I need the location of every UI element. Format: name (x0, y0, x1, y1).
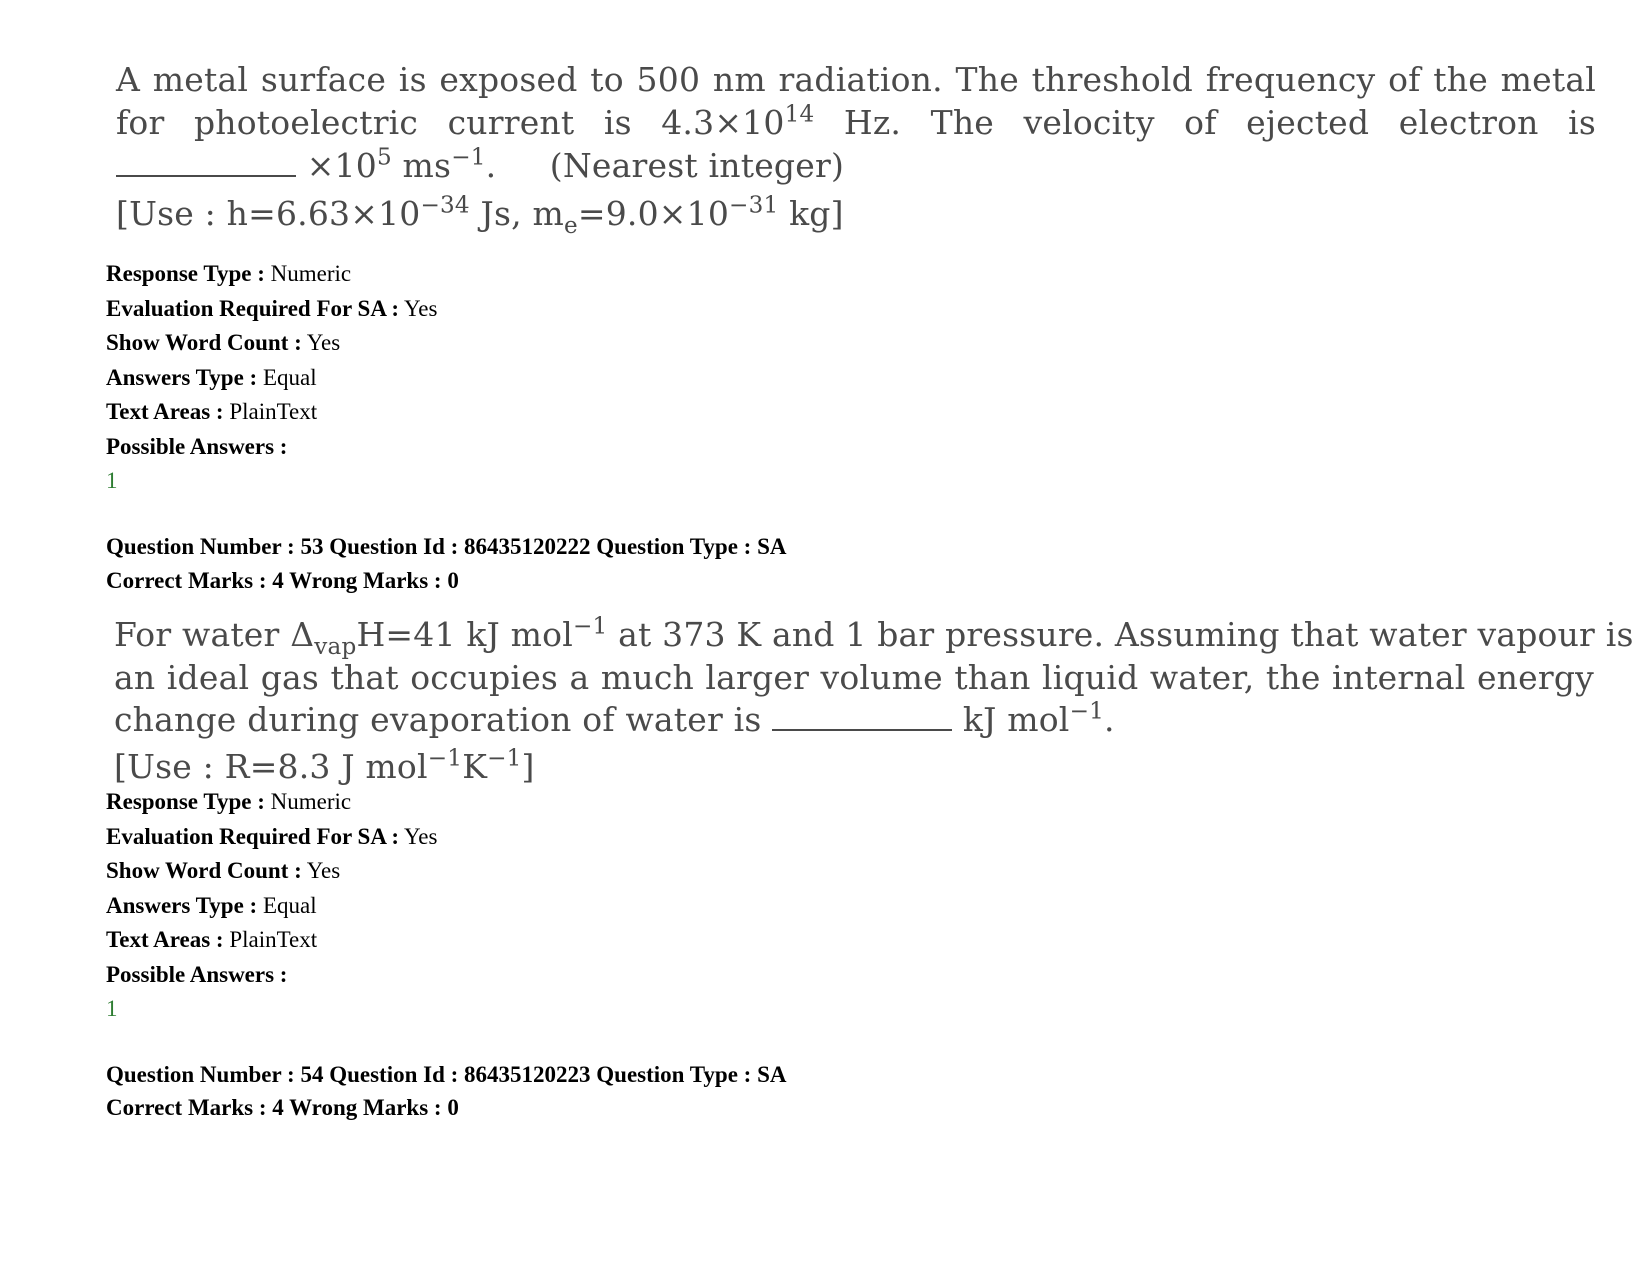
response-type-value: Numeric (270, 789, 352, 814)
text-areas-label: Text Areas : (106, 927, 224, 952)
response-type-label: Response Type : (106, 789, 265, 814)
text-areas-row (106, 923, 437, 958)
q52-text-line-2-a: for photoelectric current is 4.3×10 (116, 103, 785, 142)
answers-type-row (106, 889, 437, 924)
q53-text-line-3-sup: −1 (1069, 698, 1105, 725)
q52-text-line-3-sup1: 5 (376, 144, 392, 171)
text-areas-value: PlainText (229, 399, 318, 424)
q53-text-line-1-b: H=41 kJ mol (356, 615, 573, 654)
q52-text-line-2-b: Hz. The velocity of ejected electron is (814, 103, 1596, 142)
q52-text-line-3 (116, 145, 844, 186)
possible-answers-row (106, 430, 437, 465)
q53-text-line-1 (114, 613, 1634, 661)
q53-text-line-4-sup1: −1 (427, 745, 463, 772)
q53-text-line-4-c: ] (521, 747, 535, 786)
evaluation-value: Yes (404, 823, 438, 849)
q53-text-line-4-sup2: −1 (487, 745, 522, 772)
q53-text-line-3-a: change during evaporation of water is (114, 700, 773, 739)
text-areas-row (106, 395, 437, 430)
response-type-row (106, 257, 437, 292)
q52-text-line-3-c: . (Nearest integer) (485, 146, 845, 185)
q52-text-line-4-c: =9.0×10 (577, 194, 730, 233)
q52-text-line-4-b: Js, m (469, 194, 564, 233)
q52-text-line-3-b: ms (391, 146, 452, 185)
q53-text-line-4-a: [Use : R=8.3 J mol (114, 747, 428, 786)
possible-answers-row (106, 958, 437, 993)
q53-text-line-1-sup: −1 (572, 613, 608, 640)
q52-text-line-4-a: [Use : h=6.63×10 (116, 194, 421, 233)
q52-text-line-4 (116, 192, 844, 240)
answer-blank (772, 699, 952, 731)
possible-answers-label: Possible Answers : (106, 961, 288, 987)
word-count-row (106, 854, 437, 889)
q52-meta (106, 257, 437, 499)
possible-answer-value: 1 (106, 996, 118, 1021)
q52-text-line-4-d: kg] (778, 194, 844, 233)
q53-meta (106, 785, 437, 1027)
q53-text-line-3-b: kJ mol (952, 700, 1070, 739)
q54-header-line-2: Correct Marks : 4 Wrong Marks : 0 (106, 1095, 459, 1120)
q53-header-line-1: Question Number : 53 Question Id : 86435120222 Question Type : SA (106, 534, 787, 559)
q52-text-line-3-sup2: −1 (451, 144, 486, 171)
evaluation-row (106, 820, 437, 855)
q52-text-line-4-sup2: −31 (729, 192, 779, 219)
answers-type-value: Equal (262, 364, 317, 390)
answers-type-label: Answers Type : (106, 364, 258, 390)
response-type-row (106, 785, 437, 820)
q53-text-line-3-c: . (1104, 700, 1115, 739)
q52-text-line-3-a: ×10 (306, 146, 377, 185)
q53-text-line-1-c: at 373 K and 1 bar pressure. Assuming that water vapour is (607, 615, 1634, 654)
answers-type-label: Answers Type : (106, 892, 258, 918)
answer-blank (116, 145, 296, 177)
q52-text-line-2-sup: 14 (784, 101, 815, 128)
q53-text-line-3 (114, 699, 1115, 740)
word-count-value: Yes (306, 330, 341, 355)
text-areas-value: PlainText (229, 927, 318, 952)
q53-text-line-4 (114, 747, 535, 787)
q53-text-line-2: an ideal gas that occupies a much larger volume than liquid water, the internal energy (114, 658, 1594, 697)
q52-text-line-4-sup1: −34 (420, 192, 470, 219)
response-type-label: Response Type : (106, 261, 265, 286)
q54-header-line-1: Question Number : 54 Question Id : 86435120223 Question Type : SA (106, 1062, 787, 1087)
q53-header-line-2: Correct Marks : 4 Wrong Marks : 0 (106, 568, 459, 593)
word-count-label: Show Word Count : (106, 858, 302, 883)
possible-answer-value: 1 (106, 468, 118, 493)
q52-text-line-1: A metal surface is exposed to 500 nm radiation. The threshold frequency of the metal (116, 60, 1596, 99)
text-areas-label: Text Areas : (106, 399, 224, 424)
word-count-row (106, 326, 437, 361)
evaluation-label: Evaluation Required For SA : (106, 295, 400, 321)
q53-text-line-1-sub: vap (314, 634, 357, 661)
answers-type-row (106, 361, 437, 396)
evaluation-row (106, 292, 437, 327)
possible-answers-label: Possible Answers : (106, 433, 288, 459)
q53-text-line-1-a: For water Δ (114, 615, 315, 654)
response-type-value: Numeric (270, 261, 352, 286)
word-count-label: Show Word Count : (106, 330, 302, 355)
word-count-value: Yes (306, 858, 341, 883)
evaluation-value: Yes (404, 295, 438, 321)
evaluation-label: Evaluation Required For SA : (106, 823, 400, 849)
q52-text-line-2 (116, 103, 1596, 143)
answers-type-value: Equal (262, 892, 317, 918)
q52-text-line-4-sub: e (563, 213, 578, 240)
q53-text-line-4-b: K (462, 747, 488, 786)
